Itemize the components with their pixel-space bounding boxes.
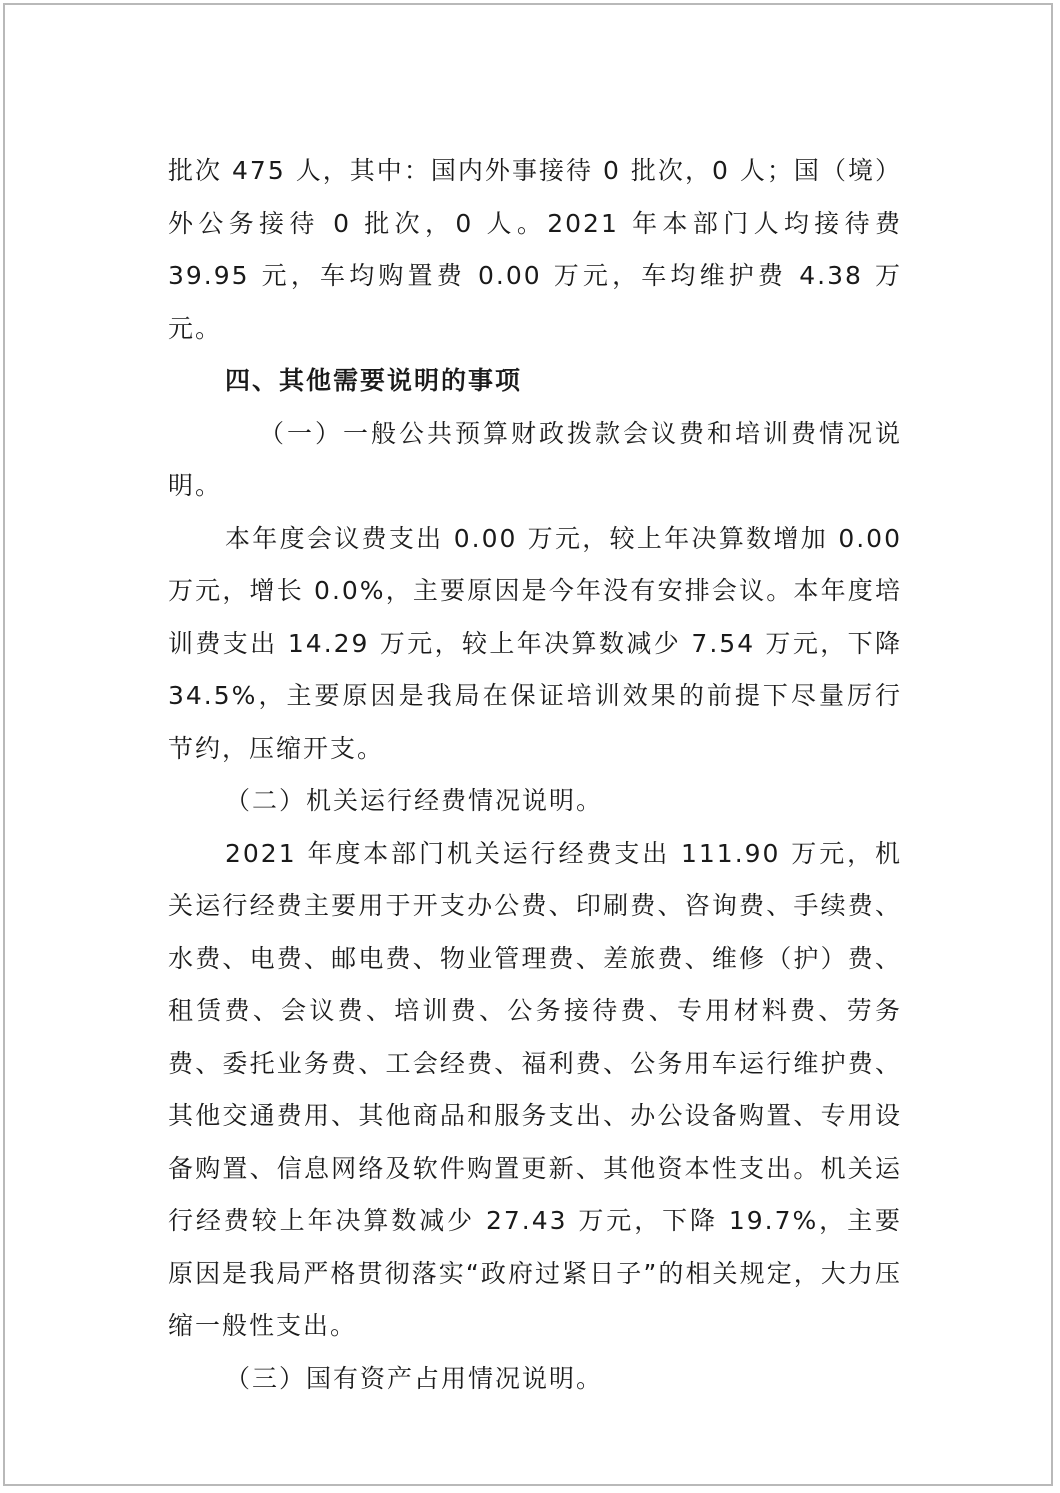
paragraph-operating-funds: 2021 年度本部门机关运行经费支出 111.90 万元，机关运行经费主要用于开支办公费、印刷费、咨询费、手续费、水费、电费、邮电费、物业管理费、差旅费、维修（护）费、租赁费、会议费、培训费、公务接待费、专用材料费、劳务费、委托业务费、工会经费、福利费、公务用车运行维护费、其他交通费用、其他商品和服务支出、办公设备购置、专用设备购置、信息网络及软件购置更新、其他资本性支出。机关运行经费较上年决算数减少 27.43 万元，下降 19.7%，主要原因是我局严格贯彻落实“政府过紧日子”的相关规定，大力压缩一般性支出。 [168, 838, 902, 1340]
paragraph-reception-continuation: 批次 475 人，其中：国内外事接待 0 批次，0 人；国（境）外公务接待 0 批次，0 人。2021 年本部门人均接待费 39.95 元，车均购置费 0.00 万元，车均维护费 4.38 万元。 [168, 156, 902, 343]
subsection-heading-state-assets: （三）国有资产占用情况说明。 [225, 1363, 604, 1393]
subsection-heading-operating-funds: （二）机关运行经费情况说明。 [225, 786, 604, 815]
subsection-heading-meeting-training: （一）一般公共预算财政拨款会议费和培训费情况说明。 [168, 418, 902, 500]
document-page [3, 3, 1053, 1486]
section-heading-other-matters: 四、其他需要说明的事项 [225, 366, 523, 395]
document-body [168, 145, 902, 1405]
paragraph-meeting-training-costs: 本年度会议费支出 0.00 万元，较上年决算数增加 0.00 万元，增长 0.0%，主要原因是今年没有安排会议。本年度培训费支出 14.29 万元，较上年决算数减少 7.54 万元，下降 34.5%，主要原因是我局在保证培训效果的前提下尽量厉行节约，压缩开支。 [168, 523, 902, 763]
